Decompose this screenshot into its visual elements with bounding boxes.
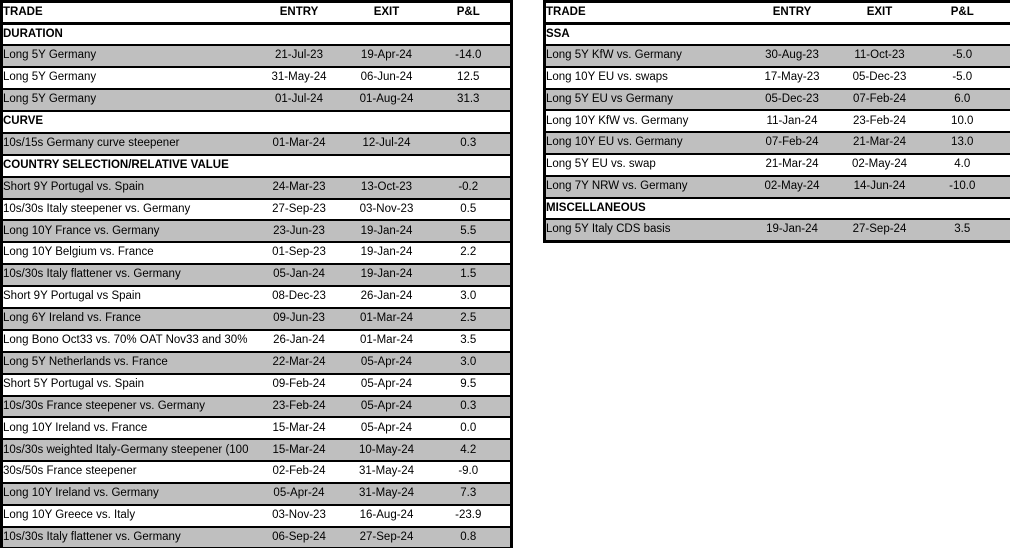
entry-date-cell: 27-Sep-23	[252, 199, 347, 221]
exit-date-cell: 27-Sep-24	[347, 527, 427, 548]
entry-date-cell: 08-Dec-23	[252, 286, 347, 308]
section-header-row	[545, 23, 1010, 45]
trade-row	[2, 352, 512, 374]
column-header-entry: ENTRY	[740, 2, 845, 24]
trade-name-cell: Long 10Y Ireland vs. France	[2, 417, 252, 439]
entry-date-cell: 31-May-24	[252, 67, 347, 89]
trade-row	[545, 132, 1010, 154]
entry-date-cell: 05-Dec-23	[740, 89, 845, 111]
column-header-row	[545, 2, 1010, 24]
pnl-value-cell: 0.3	[427, 133, 512, 155]
entry-date-cell: 09-Jun-23	[252, 308, 347, 330]
entry-date-cell: 23-Jun-23	[252, 220, 347, 242]
entry-date-cell: 02-May-24	[740, 176, 845, 198]
trade-row	[2, 461, 512, 483]
trade-name-cell: Long 10Y Belgium vs. France	[2, 242, 252, 264]
entry-date-cell: 26-Jan-24	[252, 330, 347, 352]
trade-name-cell: Long 5Y Italy CDS basis	[545, 219, 740, 241]
pnl-value-cell: 31.3	[427, 89, 512, 111]
trade-row	[2, 374, 512, 396]
section-header-row	[2, 23, 512, 45]
pnl-value-cell: -5.0	[915, 67, 1010, 89]
trade-name-cell: 30s/50s France steepener	[2, 461, 252, 483]
exit-date-cell: 12-Jul-24	[347, 133, 427, 155]
pnl-value-cell: -5.0	[915, 45, 1010, 67]
entry-date-cell: 19-Jan-24	[740, 219, 845, 241]
pnl-value-cell: -10.0	[915, 176, 1010, 198]
entry-date-cell: 05-Apr-24	[252, 483, 347, 505]
trade-name-cell: Long 10Y KfW vs. Germany	[545, 110, 740, 132]
trade-row	[2, 527, 512, 548]
pnl-value-cell: 12.5	[427, 67, 512, 89]
trade-name-cell: Long 5Y EU vs. swap	[545, 154, 740, 176]
trade-row	[2, 505, 512, 527]
pnl-value-cell: 3.5	[427, 330, 512, 352]
trade-row	[2, 308, 512, 330]
entry-date-cell: 17-May-23	[740, 67, 845, 89]
entry-date-cell: 21-Mar-24	[740, 154, 845, 176]
trade-name-cell: Long 5Y Germany	[2, 45, 252, 67]
exit-date-cell: 01-Mar-24	[347, 330, 427, 352]
exit-date-cell: 06-Jun-24	[347, 67, 427, 89]
trade-name-cell: 10s/30s Italy steepener vs. Germany	[2, 199, 252, 221]
section-header-row	[545, 198, 1010, 220]
section-label: SSA	[545, 23, 1010, 45]
trade-row	[2, 133, 512, 155]
trade-name-cell: Long 10Y EU vs. Germany	[545, 132, 740, 154]
exit-date-cell: 11-Oct-23	[845, 45, 915, 67]
exit-date-cell: 03-Nov-23	[347, 199, 427, 221]
pnl-value-cell: 5.5	[427, 220, 512, 242]
pnl-value-cell: -14.0	[427, 45, 512, 67]
trade-name-cell: Long 10Y France vs. Germany	[2, 220, 252, 242]
trade-row	[545, 110, 1010, 132]
trade-row	[2, 89, 512, 111]
trade-row	[2, 242, 512, 264]
trade-name-cell: Long 6Y Ireland vs. France	[2, 308, 252, 330]
entry-date-cell: 15-Mar-24	[252, 417, 347, 439]
entry-date-cell: 03-Nov-23	[252, 505, 347, 527]
trade-name-cell: Long 5Y Netherlands vs. France	[2, 352, 252, 374]
exit-date-cell: 07-Feb-24	[845, 89, 915, 111]
exit-date-cell: 19-Jan-24	[347, 242, 427, 264]
pnl-value-cell: 6.0	[915, 89, 1010, 111]
trade-row	[2, 264, 512, 286]
exit-date-cell: 05-Dec-23	[845, 67, 915, 89]
section-label: COUNTRY SELECTION/RELATIVE VALUE	[2, 155, 512, 177]
entry-date-cell: 21-Jul-23	[252, 45, 347, 67]
exit-date-cell: 27-Sep-24	[845, 219, 915, 241]
trade-row	[2, 396, 512, 418]
section-label: CURVE	[2, 111, 512, 133]
section-label: DURATION	[2, 23, 512, 45]
trade-name-cell: 10s/30s France steepener vs. Germany	[2, 396, 252, 418]
pnl-value-cell: -0.2	[427, 177, 512, 199]
exit-date-cell: 21-Mar-24	[845, 132, 915, 154]
entry-date-cell: 01-Mar-24	[252, 133, 347, 155]
trade-row	[545, 154, 1010, 176]
entry-date-cell: 23-Feb-24	[252, 396, 347, 418]
section-header-row	[2, 111, 512, 133]
trade-name-cell: Long 10Y Ireland vs. Germany	[2, 483, 252, 505]
exit-date-cell: 16-Aug-24	[347, 505, 427, 527]
trade-row	[545, 89, 1010, 111]
exit-date-cell: 19-Jan-24	[347, 220, 427, 242]
pnl-value-cell: 13.0	[915, 132, 1010, 154]
entry-date-cell: 09-Feb-24	[252, 374, 347, 396]
trade-name-cell: 10s/30s weighted Italy-Germany steepener (100	[2, 439, 252, 461]
entry-date-cell: 02-Feb-24	[252, 461, 347, 483]
trade-row	[2, 286, 512, 308]
pnl-value-cell: 2.2	[427, 242, 512, 264]
exit-date-cell: 19-Jan-24	[347, 264, 427, 286]
entry-date-cell: 15-Mar-24	[252, 439, 347, 461]
entry-date-cell: 07-Feb-24	[740, 132, 845, 154]
column-header-pnl: P&L	[915, 2, 1010, 24]
column-header-pnl: P&L	[427, 2, 512, 24]
pnl-value-cell: 0.0	[427, 417, 512, 439]
pnl-value-cell: 0.5	[427, 199, 512, 221]
trade-row	[2, 45, 512, 67]
pnl-value-cell: 1.5	[427, 264, 512, 286]
trade-name-cell: Long 5Y Germany	[2, 89, 252, 111]
trade-row	[2, 67, 512, 89]
trade-name-cell: Long Bono Oct33 vs. 70% OAT Nov33 and 30%	[2, 330, 252, 352]
column-header-exit: EXIT	[347, 2, 427, 24]
section-label: MISCELLANEOUS	[545, 198, 1010, 220]
exit-date-cell: 01-Mar-24	[347, 308, 427, 330]
trade-row	[2, 483, 512, 505]
trade-name-cell: Long 5Y EU vs Germany	[545, 89, 740, 111]
exit-date-cell: 31-May-24	[347, 483, 427, 505]
exit-date-cell: 01-Aug-24	[347, 89, 427, 111]
exit-date-cell: 05-Apr-24	[347, 396, 427, 418]
trade-row	[2, 417, 512, 439]
exit-date-cell: 26-Jan-24	[347, 286, 427, 308]
exit-date-cell: 14-Jun-24	[845, 176, 915, 198]
trade-name-cell: Short 5Y Portugal vs. Spain	[2, 374, 252, 396]
trade-row	[2, 439, 512, 461]
entry-date-cell: 30-Aug-23	[740, 45, 845, 67]
pnl-value-cell: 4.2	[427, 439, 512, 461]
entry-date-cell: 01-Sep-23	[252, 242, 347, 264]
trade-row	[2, 220, 512, 242]
entry-date-cell: 05-Jan-24	[252, 264, 347, 286]
exit-date-cell: 31-May-24	[347, 461, 427, 483]
column-header-exit: EXIT	[845, 2, 915, 24]
pnl-value-cell: 9.5	[427, 374, 512, 396]
trade-name-cell: 10s/30s Italy flattener vs. Germany	[2, 527, 252, 548]
entry-date-cell: 06-Sep-24	[252, 527, 347, 548]
pnl-value-cell: -23.9	[427, 505, 512, 527]
trade-row	[545, 219, 1010, 241]
pnl-value-cell: 2.5	[427, 308, 512, 330]
exit-date-cell: 05-Apr-24	[347, 352, 427, 374]
trade-row	[545, 67, 1010, 89]
exit-date-cell: 02-May-24	[845, 154, 915, 176]
trade-name-cell: Short 9Y Portugal vs. Spain	[2, 177, 252, 199]
column-header-entry: ENTRY	[252, 2, 347, 24]
exit-date-cell: 05-Apr-24	[347, 374, 427, 396]
pnl-value-cell: 3.0	[427, 286, 512, 308]
closed-trades-table-right	[543, 0, 1010, 243]
pnl-value-cell: 7.3	[427, 483, 512, 505]
entry-date-cell: 01-Jul-24	[252, 89, 347, 111]
exit-date-cell: 10-May-24	[347, 439, 427, 461]
trade-name-cell: 10s/30s Italy flattener vs. Germany	[2, 264, 252, 286]
column-header-trade: TRADE	[545, 2, 740, 24]
trade-row	[2, 177, 512, 199]
trade-row	[2, 199, 512, 221]
trade-name-cell: Long 5Y Germany	[2, 67, 252, 89]
section-header-row	[2, 155, 512, 177]
pnl-value-cell: -9.0	[427, 461, 512, 483]
column-header-trade: TRADE	[2, 2, 252, 24]
trade-row	[545, 45, 1010, 67]
entry-date-cell: 11-Jan-24	[740, 110, 845, 132]
trade-name-cell: Long 10Y EU vs. swaps	[545, 67, 740, 89]
entry-date-cell: 24-Mar-23	[252, 177, 347, 199]
exit-date-cell: 23-Feb-24	[845, 110, 915, 132]
pnl-value-cell: 3.5	[915, 219, 1010, 241]
trade-name-cell: Long 10Y Greece vs. Italy	[2, 505, 252, 527]
exit-date-cell: 19-Apr-24	[347, 45, 427, 67]
trade-name-cell: 10s/15s Germany curve steepener	[2, 133, 252, 155]
trade-name-cell: Short 9Y Portugal vs Spain	[2, 286, 252, 308]
pnl-value-cell: 0.3	[427, 396, 512, 418]
exit-date-cell: 05-Apr-24	[347, 417, 427, 439]
column-header-row	[2, 2, 512, 24]
pnl-value-cell: 0.8	[427, 527, 512, 548]
exit-date-cell: 13-Oct-23	[347, 177, 427, 199]
pnl-value-cell: 10.0	[915, 110, 1010, 132]
pnl-value-cell: 3.0	[427, 352, 512, 374]
trade-row	[545, 176, 1010, 198]
trade-row	[2, 330, 512, 352]
trade-name-cell: Long 7Y NRW vs. Germany	[545, 176, 740, 198]
entry-date-cell: 22-Mar-24	[252, 352, 347, 374]
trade-name-cell: Long 5Y KfW vs. Germany	[545, 45, 740, 67]
pnl-value-cell: 4.0	[915, 154, 1010, 176]
